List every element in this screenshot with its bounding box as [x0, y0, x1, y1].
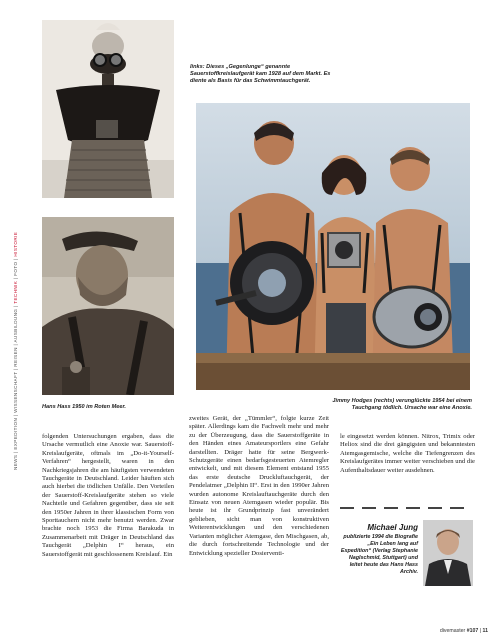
sidebar-item-wissenschaft: WISSENSCHAFT	[13, 371, 18, 413]
article-column-3	[340, 433, 475, 475]
photo-rebreather-graphic	[42, 20, 174, 198]
caption-jimmy-hodges: Jimmy Hodges (rechts) verunglückte 1954 bei einem Tauchgang tödlich. Ursache war eine Anoxie.	[332, 398, 472, 412]
photo-hans-hass-graphic	[42, 217, 174, 395]
author-portrait-graphic	[423, 520, 473, 586]
sidebar-item-news: NEWS	[13, 454, 18, 470]
footer-issue: #107	[466, 628, 479, 634]
footer-separator: |	[479, 628, 482, 634]
sidebar-item-expedition: EXPEDITION	[13, 417, 18, 450]
author-divider	[340, 507, 464, 509]
sidebar-separator: |	[13, 366, 18, 372]
section-sidebar	[5, 180, 18, 470]
sidebar-separator: |	[13, 342, 18, 348]
sidebar-separator: |	[13, 256, 18, 262]
photo-three-divers	[196, 103, 470, 390]
article-column-3-text: le eingesetzt werden können. Nitrox, Trimix oder Heliox sind die drei gängigsten und bekanntesten Atemgasgemische, welche die Tiefengrenzen des Kreislaufgerätes immer weiter verschieben und die Aufenthaltsdauer weiter ausdehnen.	[340, 433, 475, 474]
sidebar-item-ausbildung: AUSBILDUNG	[13, 308, 18, 343]
sidebar-separator: |	[13, 449, 18, 455]
sidebar-separator: |	[13, 303, 18, 309]
sidebar-item-historie: HISTORIE	[13, 231, 18, 257]
article-column-2-text: zweites Gerät, der „Tümmler“, folgte kurze Zeit später. Allerdings kam die Fachwelt mehr und mehr zu der Überzeugung, dass die Sauerstoffgeräte in den Händen eines Amateursportlers eine Gefahr darstellten. Dräger hatte für seine Bergwerk-Schutzgeräte einen bedarfsgesteuerten Atemregler entwickelt, und mit diesem Element entstand 1955 das erste deutsche Druckluftauchgerät, der Pendelatmer „Delphin II“. Erst in den 1990er Jahren wurden autonome Kreislauftauchgeräte durch den Einsatz von neuen Atemgasen wieder populär. Bis heute ist ihr Grundprinzip fast unverändert geblieben, sicht man von konstruktiven Weiterentwicklungen und den verschiedenen Varianten möglicher Atemgase, den Mischgasen, ab, die durch fortschreitende Technologie und der Entwicklung spezieller Dosierventi-	[189, 415, 329, 557]
author-name: Michael Jung	[367, 523, 418, 532]
author-portrait	[423, 520, 473, 586]
footer-page-number: 11	[482, 628, 488, 634]
photo-rebreather-1928	[42, 20, 174, 198]
sidebar-separator: |	[13, 412, 18, 418]
article-column-1	[42, 433, 174, 559]
sidebar-item-technik: TECHNIK	[13, 280, 18, 304]
caption-rebreather: links: Dieses „Gegenlunge“ genannte Sauerstoffkreislaufgerät kam 1928 auf dem Markt. Es diente als Basis für das Schwimmtauchgerät.	[190, 64, 331, 85]
author-bio: publizierte 1994 die Biografie „Ein Leben lang auf Expedition“ (Verlag Stephanie Naglschmid, Stuttgart) und leitet heute das Hans Hass Archiv.	[340, 534, 418, 575]
page-footer	[440, 628, 488, 634]
sidebar-item-foto: FOTO	[13, 261, 18, 276]
sidebar-separator: |	[13, 275, 18, 281]
footer-magazine: divemaster	[439, 628, 466, 634]
sidebar-item-reisen: REISEN	[13, 347, 18, 367]
section-sidebar-text	[13, 232, 18, 470]
article-column-2	[189, 415, 329, 558]
photo-three-divers-graphic	[196, 103, 470, 390]
caption-hans-hass: Hans Hass 1950 im Roten Meer.	[42, 404, 126, 410]
article-column-1-text: folgenden Untersuchungen ergaben, dass die Ursache vermutlich eine Anoxie war. Sauerstoff-Kreislaufgeräte, oftmals im „Do-it-Yourself-Verfahren“ hergestellt, waren in den Nachkriegsjahren die am häufigsten verwendeten Tauchgeräte in Deutschland. Leider häuften sich auch hierbei die tödlichen Unfälle. Den Vorteilen der Sauerstoff-Kreislaufgeräte stehen so viele Nachteile und Gefahren gegenüber, dass sie seit den 1950er Jahren in ihrer klassischen Form von Sporttauchern nicht mehr benutzt werden. Zwar brachte noch 1953 die Firma Barakuda in Zusammenarbeit mit Dräger in Deutschland das Tauchgerät „Delphin I“ heraus, ein Sauerstoffgerät mit geschlossenem Kreislauf. Ein	[42, 433, 174, 558]
photo-hans-hass	[42, 217, 174, 395]
